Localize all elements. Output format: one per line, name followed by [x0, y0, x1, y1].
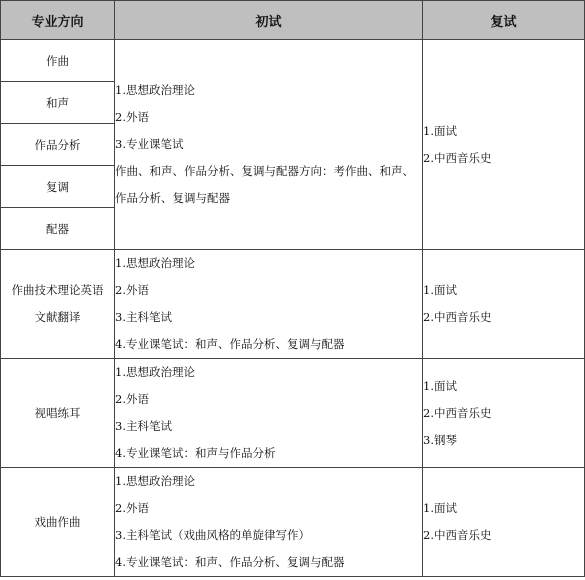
table-row	[1, 40, 585, 82]
initial-exam-cell	[115, 359, 423, 468]
header-row	[1, 1, 585, 40]
retest-item: 1.面试	[423, 501, 457, 515]
exam-item: 1.思想政治理论	[115, 256, 195, 270]
major-line: 文献翻译	[34, 310, 81, 324]
exam-item: 4.专业课笔试：和声与作品分析	[115, 446, 276, 460]
major-cell: 作品分析	[1, 124, 115, 166]
retest-item: 1.面试	[423, 283, 457, 297]
exam-item: 3.主科笔试	[115, 419, 172, 433]
exam-item: 2.外语	[115, 501, 149, 515]
table-row	[1, 250, 585, 359]
major-cell: 戏曲作曲	[1, 468, 115, 577]
major-cell: 配器	[1, 208, 115, 250]
retest-item: 1.面试	[423, 378, 457, 393]
exam-item: 3.主科笔试（戏曲风格的单旋律写作）	[115, 528, 310, 542]
exam-item: 3.专业课笔试	[115, 137, 184, 151]
major-cell: 复调	[1, 166, 115, 208]
retest-item: 1.面试	[423, 123, 457, 138]
exam-item: 3.主科笔试	[115, 310, 172, 324]
table-row	[1, 359, 585, 468]
retest-item: 2.中西音乐史	[423, 528, 492, 542]
exam-item: 1.思想政治理论	[115, 83, 195, 97]
exam-item: 4.专业课笔试：和声、作品分析、复调与配器	[115, 337, 345, 351]
retest-cell	[423, 40, 585, 250]
major-cell	[1, 250, 115, 359]
exam-item: 2.外语	[115, 110, 149, 124]
retest-item: 2.中西音乐史	[423, 405, 492, 420]
retest-item: 2.中西音乐史	[423, 150, 492, 165]
initial-exam-cell	[115, 250, 423, 359]
table-row	[1, 468, 585, 577]
initial-exam-cell	[115, 40, 423, 250]
major-cell: 视唱练耳	[1, 359, 115, 468]
exam-item: 1.思想政治理论	[115, 365, 195, 379]
header-major: 专业方向	[1, 1, 115, 40]
major-cell: 作曲	[1, 40, 115, 82]
retest-item: 3.钢琴	[423, 432, 457, 447]
retest-cell	[423, 250, 585, 359]
header-retest: 复试	[423, 1, 585, 40]
exam-item: 作品分析、复调与配器	[115, 191, 230, 205]
exam-item: 2.外语	[115, 283, 149, 297]
major-cell: 和声	[1, 82, 115, 124]
retest-cell	[423, 359, 585, 468]
retest-item: 2.中西音乐史	[423, 310, 492, 324]
initial-exam-cell	[115, 468, 423, 577]
exam-item: 作曲、和声、作品分析、复调与配器方向：考作曲、和声、	[115, 164, 414, 178]
major-line: 作曲技术理论英语	[11, 283, 104, 297]
exam-item: 4.专业课笔试：和声、作品分析、复调与配器	[115, 555, 345, 569]
retest-cell	[423, 468, 585, 577]
exam-item: 2.外语	[115, 392, 149, 406]
header-initial-exam: 初试	[115, 1, 423, 40]
exam-item: 1.思想政治理论	[115, 474, 195, 488]
